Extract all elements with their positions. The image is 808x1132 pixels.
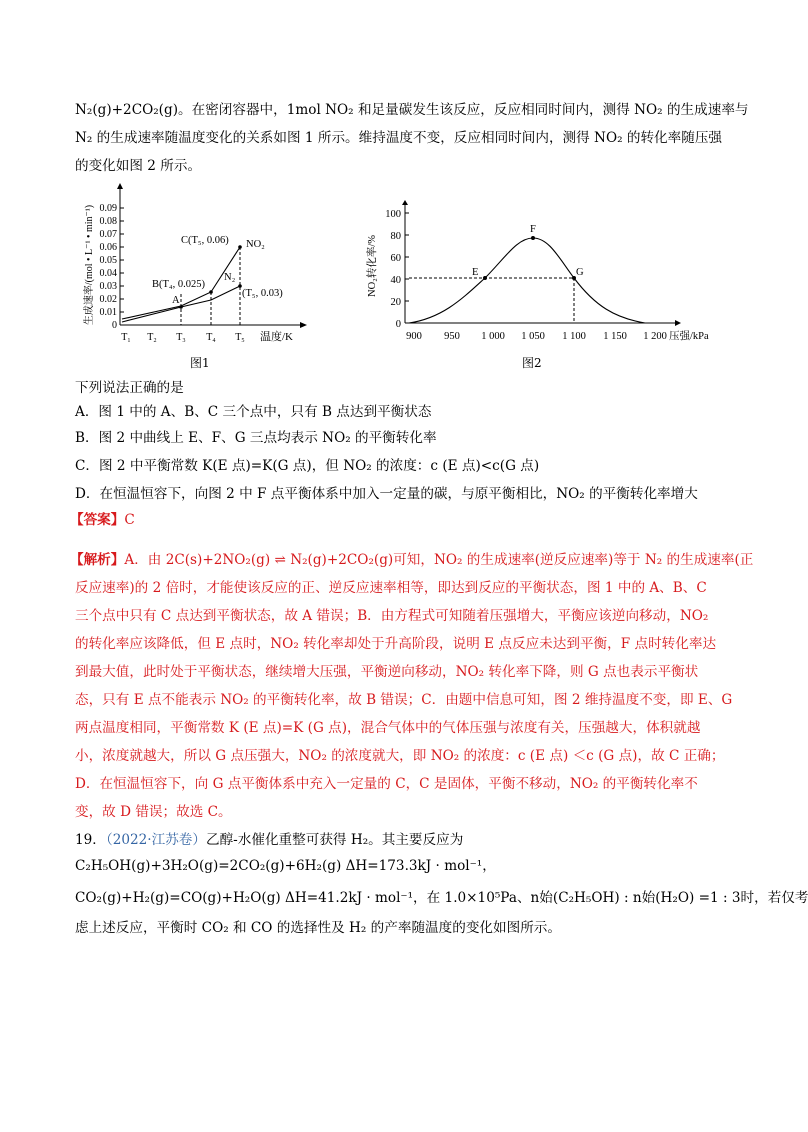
question-stem: 下列说法正确的是	[75, 380, 184, 396]
option-D: D．在恒温恒容下，向图 2 中 F 点平衡体系中加入一定量的碳，与原平衡相比，NO₂ 的平衡转化率增大	[75, 486, 698, 502]
q19-stem: 乙醇-水催化重整可获得 H₂。其主要反应为	[206, 832, 464, 848]
fig1-label-A: A	[172, 295, 180, 306]
analysis-line-4: 的转化率应该降低，但 E 点时，NO₂ 转化率却处于升高阶段，说明 E 点反应未达到平衡，F 点时转化率达	[75, 636, 717, 652]
analysis-line-6: 态，只有 E 点不能表示 NO₂ 的平衡转化率，故 B 错误；C．由题中信息可知，图 2 维持温度不变，即 E、G	[75, 692, 733, 708]
fig1-xtick-T4: T₄	[206, 332, 216, 343]
figure-2-caption: 图2	[522, 356, 542, 370]
analysis-line-8: 小，浓度就越大，所以 G 点压强大，NO₂ 的浓度就大，即 NO₂ 的浓度：c (E 点) ＜c (G 点)，故 C 正确；	[75, 748, 725, 764]
fig2-ytick-100: 100	[385, 209, 401, 220]
fig1-xtick-T1: T₁	[121, 332, 131, 343]
fig2-point-F	[531, 236, 535, 240]
fig1-x-arrow	[300, 322, 307, 328]
fig1-label-N2: N₂	[224, 272, 236, 283]
fig1-ytick-2: 0.02	[99, 294, 117, 305]
answer	[70, 510, 730, 530]
analysis-line-3: 三个点中只有 C 点达到平衡状态，故 A 错误；B．由方程式可知随着压强增大，平衡应该逆向移动，NO₂	[75, 608, 709, 624]
fig2-ytick-40: 40	[390, 275, 401, 286]
fig2-point-E	[483, 276, 487, 280]
analysis-line-7: 两点温度相同，平衡常数 K (E 点)=K (G 点)，混合气体中的气体压强与浓度有关，压强越大，体积就越	[75, 720, 701, 736]
analysis-line-10: 变，故 D 错误；故选 C。	[75, 804, 232, 820]
fig1-ytick-6: 0.06	[99, 242, 117, 253]
fig2-ytick-80: 80	[390, 231, 401, 242]
fig2-xtick-950: 950	[444, 331, 460, 342]
fig1-xlabel: 温度/K	[260, 331, 293, 343]
analysis-line-9: D．在恒温恒容下，向 G 点平衡体系中充入一定量的 C，C 是固体，平衡不移动，NO₂ 的平衡转化率不	[75, 776, 698, 792]
q19-eq2: CO₂(g)+H₂(g)=CO(g)+H₂O(g) ΔH=41.2kJ · mol⁻¹，在 1.0×10⁵Pa、n始(C₂H₅OH) : n始(H₂O) =1 : 3时，若仅考	[75, 890, 808, 906]
fig1-xtick-T5: T₅	[235, 332, 245, 343]
fig1-point-C	[238, 245, 242, 249]
fig2-ylabel: NO₂转化率/%	[367, 235, 378, 297]
fig2-label-F: F	[530, 224, 536, 235]
intro-line-3: 的变化如图 2 所示。	[75, 158, 202, 174]
fig1-ytick-1: 0.01	[99, 307, 117, 318]
analysis-line-2: 反应速率)的 2 倍时，才能使该反应的正、逆反应速率相等，即达到反应的平衡状态，图 1 中的 A、B、C	[75, 580, 707, 596]
analysis-line-1	[70, 550, 754, 570]
fig2-x-arrow	[675, 320, 681, 326]
q19-header	[75, 830, 735, 850]
q19-number: 19．	[75, 832, 106, 848]
fig2-ytick-20: 20	[390, 297, 401, 308]
figure-1-caption: 图1	[190, 356, 210, 370]
fig1-ytick-0: 0	[112, 320, 117, 331]
q19-source: （2022·江苏卷）	[105, 832, 206, 848]
option-A: A．图 1 中的 A、B、C 三个点中，只有 B 点达到平衡状态	[75, 404, 432, 420]
figure-1	[80, 183, 310, 353]
fig1-ytick-4: 0.04	[99, 268, 117, 279]
q19-last: 虑上述反应，平衡时 CO₂ 和 CO 的选择性及 H₂ 的产率随温度的变化如图所示。	[75, 920, 561, 936]
intro-line-1: N₂(g)+2CO₂(g)。在密闭容器中，1mol NO₂ 和足量碳发生该反应，反应相同时间内，测得 NO₂ 的生成速率与	[75, 102, 749, 118]
fig2-xtick-1100: 1 100	[562, 331, 586, 342]
option-C: C．图 2 中平衡常数 K(E 点)=K(G 点)，但 NO₂ 的浓度：c (E 点)<c(G 点)	[75, 458, 540, 474]
fig1-xtick-T3: T₃	[176, 332, 186, 343]
fig1-point-B	[209, 290, 213, 294]
fig2-xtick-1050: 1 050	[521, 331, 545, 342]
fig2-ytick-60: 60	[390, 253, 401, 264]
fig1-ytick-8: 0.08	[99, 216, 117, 227]
figure-2-chart	[365, 200, 735, 350]
fig2-xtick-1000: 1 000	[481, 331, 505, 342]
intro-line-2: N₂ 的生成速率随温度变化的关系如图 1 所示。维持温度不变，反应相同时间内，测得 NO₂ 的转化率随压强	[75, 130, 723, 146]
fig2-xtick-900: 900	[406, 331, 422, 342]
fig2-label-G: G	[576, 267, 584, 278]
fig2-xlabel: 压强/kPa	[669, 331, 709, 342]
figure-1-chart	[80, 183, 310, 353]
fig1-ylabel: 生成速率/(mol • L⁻¹ • min⁻¹)	[84, 204, 95, 326]
fig2-ytick-0: 0	[395, 319, 401, 330]
analysis-text-1: A．由 2C(s)+2NO₂(g) ⇌ N₂(g)+2CO₂(g)可知，NO₂ 的生成速率(逆反应速率)等于 N₂ 的生成速率(正	[124, 552, 754, 568]
fig1-xtick-T2: T₂	[147, 332, 157, 343]
fig1-point-A	[179, 305, 183, 309]
q19-eq1: C₂H₅OH(g)+3H₂O(g)=2CO₂(g)+6H₂(g) ΔH=173.3kJ · mol⁻¹，	[75, 858, 496, 874]
fig1-ytick-9: 0.09	[99, 203, 117, 214]
fig1-ytick-7: 0.07	[99, 229, 117, 240]
fig2-xtick-1200: 1 200	[643, 331, 667, 342]
option-B: B．图 2 中曲线上 E、F、G 三点均表示 NO₂ 的平衡转化率	[75, 430, 437, 446]
answer-label: 【答案】	[70, 512, 125, 528]
figure-2	[365, 200, 735, 350]
analysis-label: 【解析】	[70, 552, 125, 568]
fig2-y-arrow	[402, 200, 408, 205]
fig1-label-T5-003: (T₅, 0.03)	[242, 288, 283, 299]
answer-value: C	[124, 512, 135, 528]
fig1-y-arrow	[117, 183, 123, 189]
analysis-line-5: 到最大值，此时处于平衡状态，继续增大压强，平衡逆向移动，NO₂ 转化率下降，则 G 点也表示平衡状	[75, 664, 699, 680]
fig2-label-E: E	[472, 267, 479, 278]
fig1-label-C: C(T₅, 0.06)	[181, 235, 229, 246]
fig2-xtick-1150: 1 150	[603, 331, 627, 342]
fig1-ytick-5: 0.05	[99, 255, 117, 266]
fig1-label-B: B(T₄, 0.025)	[152, 279, 205, 290]
fig1-label-NO2: NO₂	[246, 239, 265, 250]
fig2-curve	[409, 238, 645, 323]
fig1-ytick-3: 0.03	[99, 281, 117, 292]
